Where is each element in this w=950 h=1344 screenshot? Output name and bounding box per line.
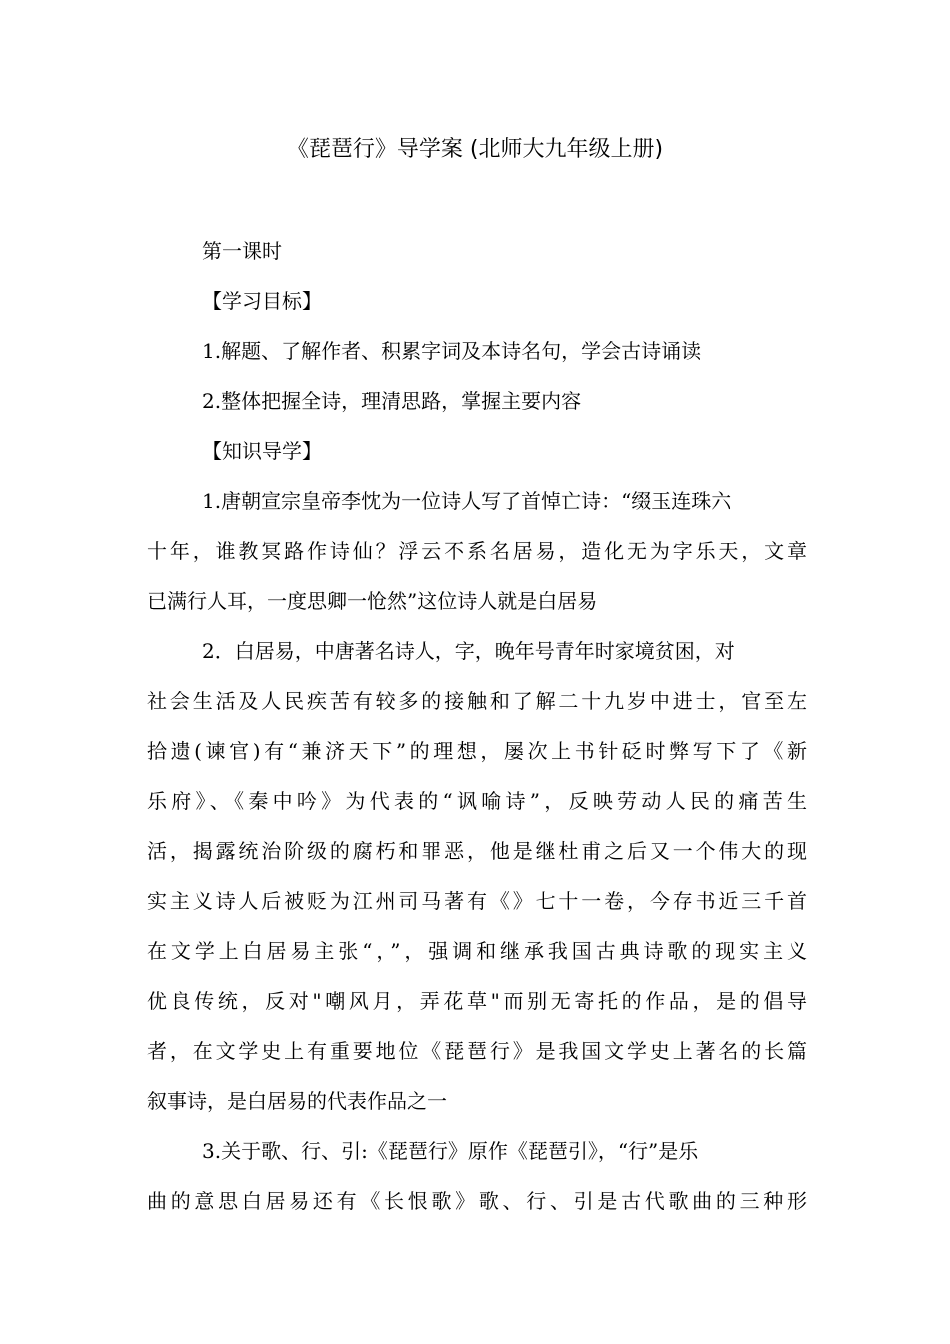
paragraph-1-line-2: 十年，谁教冥路作诗仙？浮云不系名居易，造化无为字乐天，文章 (147, 539, 807, 563)
paragraph-3-line-2: 曲的意思白居易还有《长恨歌》歌、行、引是古代歌曲的三种形 (147, 1189, 807, 1213)
paragraph-2-line-5: 活，揭露统治阶级的腐朽和罪恶，他是继杜甫之后又一个伟大的现 (147, 839, 807, 863)
paragraph-2-line-10: 叙事诗，是白居易的代表作品之一 (147, 1089, 447, 1113)
document-title: 《琵琶行》导学案 (北师大九年级上册) (286, 137, 664, 162)
paragraph-2-line-7: 在文学上白居易主张“，”，强调和继承我国古典诗歌的现实主义 (147, 939, 807, 963)
lesson-label: 第一课时 (202, 239, 282, 263)
objective-item-2: 2.整体把握全诗，理清思路，掌握主要内容 (202, 389, 582, 413)
paragraph-1-line-1: 1.唐朝宣宗皇帝李忱为一位诗人写了首悼亡诗：“缀玉连珠六 (202, 489, 732, 513)
paragraph-2-line-4: 乐府》、《秦中吟》为代表的“讽喻诗”，反映劳动人民的痛苦生 (147, 789, 807, 813)
objectives-heading: 【学习目标】 (202, 289, 322, 313)
paragraph-2-line-8: 优良传统，反对"嘲风月，弄花草"而别无寄托的作品，是的倡导 (147, 989, 807, 1013)
paragraph-3-line-1: 3.关于歌、行、引:《琵琶行》原作《琵琶引》，“行”是乐 (202, 1139, 699, 1163)
paragraph-2-line-9: 者，在文学史上有重要地位《琵琶行》是我国文学史上著名的长篇 (147, 1039, 807, 1063)
paragraph-2-line-6: 实主义诗人后被贬为江州司马著有《》七十一卷，今存书近三千首 (147, 889, 807, 913)
paragraph-1-line-3: 已满行人耳，一度思卿一怆然”这位诗人就是白居易 (147, 589, 598, 613)
paragraph-2-line-2: 社会生活及人民疾苦有较多的接触和了解二十九岁中进士，官至左 (147, 689, 807, 713)
objective-item-1: 1.解题、了解作者、积累字词及本诗名句，学会古诗诵读 (202, 339, 702, 363)
guide-heading: 【知识导学】 (202, 439, 322, 463)
paragraph-2-line-3: 拾遗(谏官)有“兼济天下”的理想，屡次上书针砭时弊写下了《新 (147, 739, 807, 763)
paragraph-2-line-1: 2．白居易，中唐著名诗人，字，晚年号青年时家境贫困，对 (202, 639, 735, 663)
